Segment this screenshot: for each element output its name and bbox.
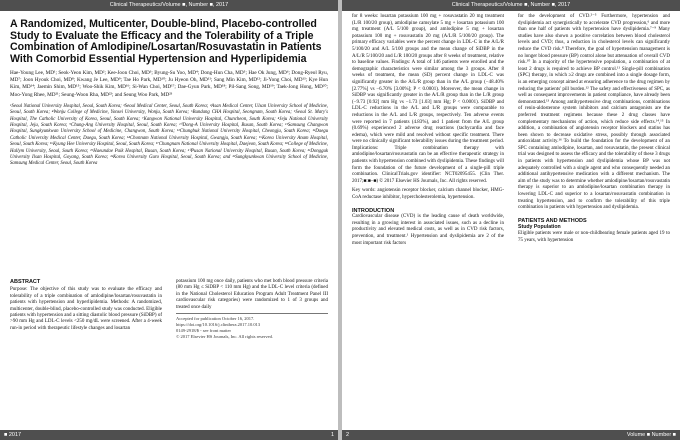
left-running-header: Clinical Therapeutics/Volume ■, Number ■, 2017	[0, 0, 338, 11]
left-page-content	[10, 14, 328, 428]
abstract-column-1	[10, 279, 162, 332]
accepted-note: Accepted for publication October 16, 2017.	[176, 316, 255, 322]
copyright-line: © 2017 Elsevier HS Journals, Inc. All rights reserved.	[176, 334, 274, 340]
methods-heading: PATIENTS AND METHODS	[518, 217, 587, 224]
right-column-2	[518, 14, 670, 244]
abstract-heading: ABSTRACT	[10, 279, 41, 285]
left-page	[0, 0, 338, 440]
affiliation-list: ¹Seoul National University Hospital, Seoul, South Korea; ²Seoul Medical Center, Seoul, South Korea; ³Asan Medical Center, Ulsan University School of Medicine, Seoul, South Korea; ⁴Wonju College of Medicine, Yonsei University, Wonju, South Korea; ⁵Bundang CHA Hospital, Seongnam, South Korea; ⁶Seoul St. Mary's Hospital, The Catholic University of Korea, Seoul, South Korea; ⁷Kangwon National University Hospital, Chuncheon, South Korea; ⁸Jeju National University Hospital, Jeju, South Korea; ⁹Chung-Ang University Hospital, Seoul, South Korea; ¹⁰Dong-A University Hospital, Busan, South Korea; ¹¹Samsung Changwon Hospital, Sungkyunkwan University School of Medicine, Changwon, South Korea; ¹²Chungbuk National University Hospital, Cheongju, South Korea; ¹³Daegu Catholic University Medical Center, Daegu, South Korea; ¹⁴Chonnam National University Hospital, Gwangju, South Korea; ¹⁵Korea University Anam Hospital, Seoul, South Korea; ¹⁶Kyung Hee University Hospital, Seoul, South Korea; ¹⁷Chungnam National University Hospital, Daejeon, South Korea; ¹⁸College of Medicine, Hallym University, Seoul, South Korea; ¹⁹Haeundae Paik Hospital, Busan, South Korea; ²⁰Pusan National University Hospital, Busan, South Korea; ²¹Dongguk University Ilsan Hospital, Goyang, South Korea; ²²Korea University Guro Hospital, Seoul, South Korea; and ²³Sungkyunkwan University School of Medicine, Samsung Medical Center, Seoul, South Korea	[10, 103, 328, 167]
left-footer-year: ■ 2017	[4, 432, 22, 438]
right-page-content	[352, 14, 670, 428]
study-population-heading: Study Population	[518, 224, 561, 231]
introduction-text: Cardiovascular disease (CVD) is the leading cause of death worldwide, resulting in a growing interest in associated issues, such as a decline in productivity and elevated medical costs, as well as in CVD risk factors, prevention, and treatment.¹ Hypertension and dyslipidemia are 2 of the most important risk factors	[352, 214, 504, 246]
author-list: Hae-Young Lee, MD¹; Seok-Yeon Kim, MD²; Kee-Joon Choi, MD³; Byung-Su Yoo, MD⁴; Dong-Hun Cha, MD⁵; Hae Ok Jung, MD⁶; Dong-Ryeol Ryu, MD⁷; Joon Hyouk Choi, MD⁸; Kwang Je Lee, MD⁹; Tae Ho Park, MD¹⁰; Ju Hyeon Oh, MD¹¹; Sang Min Kim, MD¹²; Ji-Yong Choi, MD¹³; Kye Hun Kim, MD¹⁴; Jaemin Shim, MD¹⁵; Woo-Shik Kim, MD¹⁶; Si-Wan Choi, MD¹⁷; Dae-Gyun Park, MD¹⁸; Pil-Sang Song, MD¹⁹; Taek-Jong Hong, MD²⁰; Moo-Yong Rhee, MD²¹; Seung-Woon Rha, MD²²; and Seung Woo Park, MD²³	[10, 70, 328, 98]
right-page	[342, 0, 680, 440]
right-column-1	[352, 14, 504, 247]
abstract-columns	[10, 279, 328, 428]
right-page-number: 2	[346, 432, 350, 438]
methods-text: Eligible patients were male or non-childbearing female patients aged 19 to 75 years, with hypertension	[518, 231, 670, 243]
abstract-text-1: Purpose: The objective of this study was to evaluate the efficacy and tolerability of a triple combination of amlodipine/losartan/rosuvastatin in patients with hypertension and hyperlipidemia. Methods: A randomized, multicenter, double-blind, placebo-controlled study was conducted. Eligible patients with hypertension and a sitting diastolic blood pressure (SiDBP) of >90 mm Hg and LDL-C levels <250 mg/dL were screened. After a 4-week run-in period with therapeutic lifestyle changes and losartan	[10, 287, 162, 331]
right-footer-volume: Volume ■ Number ■	[626, 432, 676, 438]
left-page-number: 1	[330, 432, 334, 438]
keywords: Key words: angiotensin receptor blocker, calcium channel blocker, HMG-CoA reductase inhibitor, hypercholesterolemia, hypertension.	[352, 188, 504, 201]
left-footer	[0, 430, 338, 440]
abstract-continued-text: for 8 weeks: losartan potassium 100 mg + rosuvastatin 20 mg treatment (L/R 100/20 group), amlodipine camsylate 5 mg + losartan potassium 100 mg treatment (A/L 5/100 group), and amlodipine 5 mg + losartan potassium 100 mg + rosuvastatin 20 mg (A/L/R 5/100/20 group). The primary efficacy variables were the percent change in LDL-C in the A/L/R 5/100/20 and A/L 5/100 groups and the mean change of SiDBP in the A/L/R 5/100/20 and L/R 100/20 groups after 8 weeks of treatment, relative to baseline values. Findings: A total of 146 patients were enrolled and the demographic characteristics were similar among the 3 groups. After 8 weeks of treatment, the mean (SD) percent change in LDL-C was significantly greater in the A/L/R group than in the A/L group (−48.40% [2.77%] vs −6.70% [3.00%]; P < 0.0001). Moreover, the mean change in SiDBP was significantly greater in the A/L/R group than in the L/R group (−9.73 [0.92] mm Hg vs −1.73 [1.03] mm Hg; P < 0.0001). SiDBP and LDL-C reductions in the A/L and L/R groups were comparable to reductions in the A/L and L/R groups, respectively. Ten adverse events were reported in 7 patients (4.83%), and 1 patient from the A/L group (0.69%) experienced 2 adverse drug reactions (tachycardia and face edema), which were mild and resolved without specific treatment. There were no clinically significant tolerability issues during the treatment period. Implications: Triple combination therapy with amlodipine/losartan/rosuvastatin can be an effective therapeutic strategy in patients with hypertension combined with dyslipidemia. These findings will form the foundation of the future development of a single-pill triple combination. ClinicalTrials.gov identifier: NCT02095455. (Clin Ther. 2017;■:■–■) © 2017 Elsevier HS Journals, Inc. All rights reserved.	[352, 14, 504, 184]
right-running-header: Clinical Therapeutics/Volume ■, Number ■, 2017	[342, 0, 680, 11]
introduction-heading: INTRODUCTION	[352, 207, 395, 214]
footnote-rule	[176, 313, 328, 314]
abstract-text-2: potassium 100 mg once daily, patients who met both blood pressure criteria (80 mm Hg ≤ SiDBP < 110 mm Hg) and the LDL-C level criteria (defined in the National Cholesterol Education Program Adult Treatment Panel III cardiovascular risk categories) were randomized to 1 of 3 groups and treated once daily	[176, 279, 328, 310]
copyright-note: 0149-2918/$ - see front matter	[176, 328, 231, 334]
introduction-continued-text: for the development of CVD.²⁻⁵ Furthermore, hypertension and dyslipidemia act synergistically to accelerate CVD progression,⁶ and more than one half of patients with hypertension have dyslipidemia.⁷⁻⁹ Many studies have also shown a positive correlation between blood cholesterol levels and CVD; thus, a reduction in cholesterol levels can significantly reduce the CVD risk.⁸ Therefore, the goal of hypertension management is no longer blood pressure (BP) control alone but attenuation of overall CVD risk.¹⁰ In a majority of the hypertensive population, a combination of at least 2 drugs is required to achieve BP control.¹¹ Single-pill combination (SPC) therapy, in which ≥2 drugs are combined into a single dosage form, is an emerging concept aimed at ensuring adherence to the drug regimen by reducing the patients' pill burden.¹² The safety and effectiveness of SPC, as well as consequent improvements in patient compliance, have already been demonstrated.¹³ Among antihypertensive drug combinations, combinations of renin-aldosterone system inhibitors and calcium antagonists are the preferred treatment regimens because these 2 drug classes have complementary mechanisms of action, which reduce side effects.¹⁴,¹⁵ In addition, a combination of angiotensin receptor blockers and statins has been shown to decrease oxidative stress, possibly through associated antioxidant activity.¹⁶ To build the foundation for the development of an SPC containing amlodipine, losartan, and rosuvastatin, the present clinical trial was designed to assess the efficacy and the tolerability of these 3 drugs in patients with hypertension and dyslipidemia whose BP was not adequately controlled with a single agent and who consequently needed an additional antihypertensive medication with a different mechanism. The aim of the study was to determine whether amlodipine/losartan/rosuvastatin therapy is superior to an amlodipine/losartan combination therapy in lowering LDL-C and superior to a losartan/rosuvastatin combination in treating hypertension, and to confirm the tolerability of this triple combination in patients with hypertension and dyslipidemia.	[518, 14, 670, 211]
abstract-column-2	[176, 279, 328, 340]
article-title: A Randomized, Multicenter, Double-blind, Placebo-controlled Study to Evaluate the Efficacy and the Tolerability of a Triple Combination of Amlodipine/Losartan/Rosuvastatin in Patients With Comorbid Essential Hypertension and Hyperlipidemia	[10, 18, 322, 65]
right-footer	[342, 430, 680, 440]
doi-link[interactable]: https://doi.org/10.1016/j.clinthera.2017.10.013	[176, 322, 261, 328]
